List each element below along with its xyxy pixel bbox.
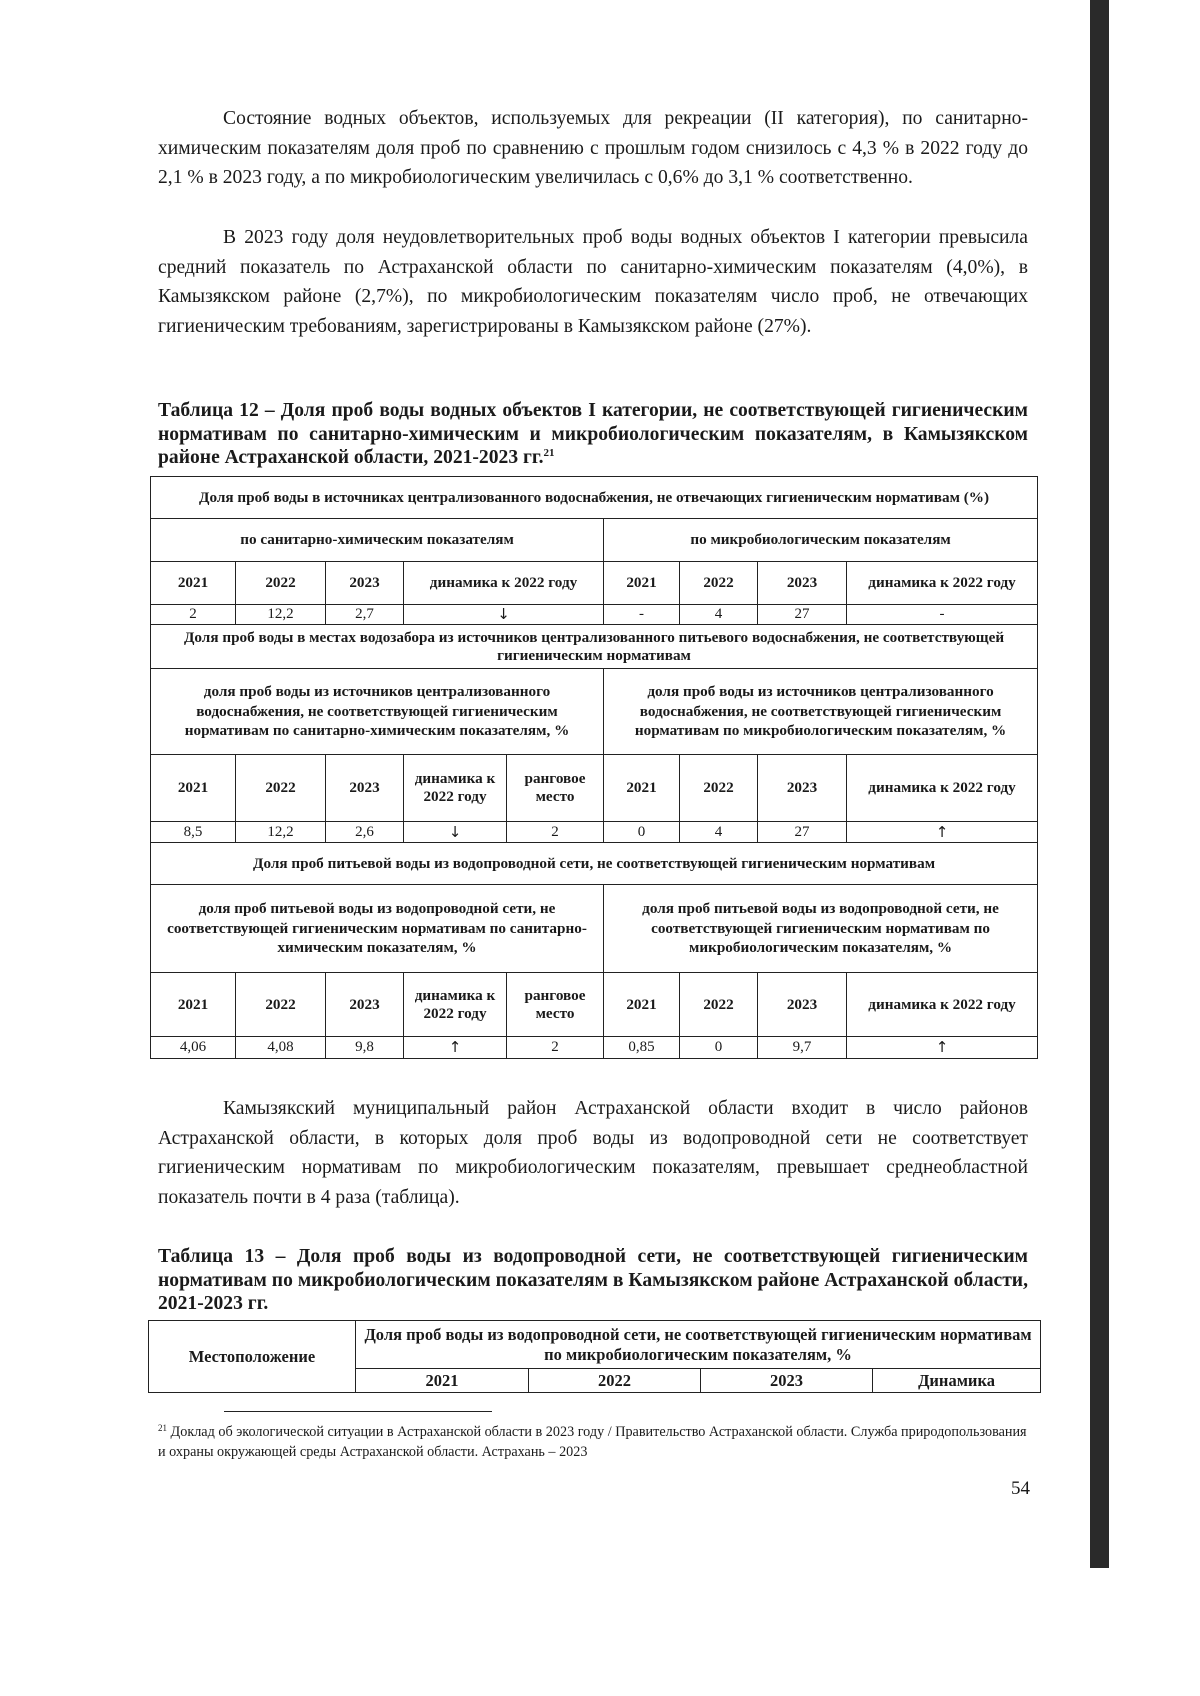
table-12-caption-text: Таблица 12 – Доля проб воды водных объектов I категории, не соответствующей гигиеническим нормативам по санитарно-химическим и микробиологическим показателям, в Камызякском районе Астраханской области, 2021-2023 гг. <box>158 400 1028 468</box>
col-rank: ранговое место <box>507 755 604 822</box>
footnote-reference: 21 <box>543 447 555 459</box>
footnote-mark: 21 <box>158 1423 167 1433</box>
arrow-up-icon: ↑ <box>847 1037 1038 1059</box>
col-2023: 2023 <box>758 973 847 1037</box>
section-2-chemical-header: доля проб воды из источников централизованного водоснабжения, не соответствующей гигиеническим нормативам по санитарно-химическим показателям, % <box>151 669 604 755</box>
col-2021: 2021 <box>151 562 236 605</box>
cell: 4,06 <box>151 1037 236 1059</box>
cell: 2 <box>507 822 604 843</box>
col-dynamics: Динамика <box>873 1369 1041 1393</box>
footnote <box>158 1423 1028 1462</box>
col-2023: 2023 <box>758 755 847 822</box>
col-2023: 2023 <box>701 1369 873 1393</box>
cell: 2 <box>507 1037 604 1059</box>
col-2022: 2022 <box>236 562 326 605</box>
cell: - <box>847 605 1038 625</box>
cell: 27 <box>758 605 847 625</box>
cell: 27 <box>758 822 847 843</box>
col-location: Местоположение <box>149 1321 356 1393</box>
col-2021: 2021 <box>604 755 680 822</box>
col-2023: 2023 <box>326 973 404 1037</box>
section-3-micro-header: доля проб питьевой воды из водопроводной сети, не соответствующей гигиеническим нормативам по микробиологическим показателям, % <box>604 885 1038 973</box>
col-dynamics: динамика к 2022 году <box>847 973 1038 1037</box>
footnote-text: Доклад об экологической ситуации в Астраханской области в 2023 году / Правительство Астраханской области. Служба природопользования и охраны окружающей среды Астраханской области. Астрахань – 2023 <box>158 1424 1027 1460</box>
col-dynamics: динамика к 2022 году <box>404 973 507 1037</box>
arrow-down-icon: ↓ <box>404 605 604 625</box>
page-number: 54 <box>1011 1478 1030 1499</box>
table-13 <box>148 1320 1041 1393</box>
cell: 4 <box>680 822 758 843</box>
table-13-caption: Таблица 13 – Доля проб воды из водопроводной сети, не соответствующей гигиеническим нормативам по микробиологическим показателям в Камызякском районе Астраханской области, 2021-2023 гг. <box>158 1246 1028 1314</box>
col-2021: 2021 <box>151 973 236 1037</box>
section-1-chemical-header: по санитарно-химическим показателям <box>151 519 604 562</box>
col-dynamics: динамика к 2022 году <box>847 755 1038 822</box>
cell: 2 <box>151 605 236 625</box>
cell: 12,2 <box>236 822 326 843</box>
section-3-title: Доля проб питьевой воды из водопроводной сети, не соответствующей гигиеническим нормативам <box>151 843 1038 885</box>
col-dynamics: динамика к 2022 году <box>404 755 507 822</box>
cell: 2,6 <box>326 822 404 843</box>
cell: 2,7 <box>326 605 404 625</box>
section-2-title: Доля проб воды в местах водозабора из источников централизованного питьевого водоснабжения, не соответствующей гигиеническим нормативам <box>151 625 1038 669</box>
table-row <box>151 1037 1038 1059</box>
section-3-chemical-header: доля проб питьевой воды из водопроводной сети, не соответствующей гигиеническим нормативам по санитарно-химическим показателям, % <box>151 885 604 973</box>
col-dynamics: динамика к 2022 году <box>404 562 604 605</box>
arrow-up-icon: ↑ <box>847 822 1038 843</box>
cell: 12,2 <box>236 605 326 625</box>
col-2023: 2023 <box>326 562 404 605</box>
cell: 8,5 <box>151 822 236 843</box>
footnote-divider <box>224 1411 492 1412</box>
cell: 9,7 <box>758 1037 847 1059</box>
page-edge-shadow <box>1090 0 1109 1568</box>
cell: - <box>604 605 680 625</box>
table-12 <box>150 476 1038 1059</box>
section-1-title: Доля проб воды в источниках централизованного водоснабжения, не отвечающих гигиеническим нормативам (%) <box>151 477 1038 519</box>
paragraph-kamyzyak-district: Камызякский муниципальный район Астраханской области входит в число районов Астраханской области, в которых доля проб воды из водопроводной сети не соответствует гигиеническим нормативам по микробиологическим показателям, превышает среднеобластной показатель почти в 4 раза (таблица). <box>158 1098 1028 1208</box>
table-row <box>151 605 1038 625</box>
cell: 0 <box>680 1037 758 1059</box>
arrow-up-icon: ↑ <box>404 1037 507 1059</box>
table-13-group-header: Доля проб воды из водопроводной сети, не соответствующей гигиеническим нормативам по микробиологическим показателям, % <box>356 1321 1041 1369</box>
col-2022: 2022 <box>680 562 758 605</box>
table-row <box>151 822 1038 843</box>
col-2023: 2023 <box>326 755 404 822</box>
col-2021: 2021 <box>151 755 236 822</box>
paragraph-recreation-water: Состояние водных объектов, используемых для рекреации (II категория), по санитарно-химическим показателям доля проб по сравнению с прошлым годом снизилось с 4,3 % в 2022 году до 2,1 % в 2023 году, а по микробиологическим увеличилась с 0,6% до 3,1 % соответственно. <box>158 108 1028 189</box>
col-2021: 2021 <box>356 1369 529 1393</box>
section-1-micro-header: по микробиологическим показателям <box>604 519 1038 562</box>
cell: 9,8 <box>326 1037 404 1059</box>
col-rank: ранговое место <box>507 973 604 1037</box>
paragraph-category-one-water: В 2023 году доля неудовлетворительных проб воды водных объектов I категории превысила средний показатель по Астраханской области по санитарно-химическим показателям (4,0%), в Камызякском районе (2,7%), по микробиологическим показателям число проб, не отвечающих гигиеническим требованиям, зарегистрированы в Камызякском районе (27%). <box>158 227 1028 337</box>
col-2022: 2022 <box>680 755 758 822</box>
col-2022: 2022 <box>236 973 326 1037</box>
cell: 4,08 <box>236 1037 326 1059</box>
col-2021: 2021 <box>604 562 680 605</box>
col-2022: 2022 <box>680 973 758 1037</box>
col-2022: 2022 <box>236 755 326 822</box>
arrow-down-icon: ↓ <box>404 822 507 843</box>
table-12-caption <box>158 399 1028 470</box>
col-2023: 2023 <box>758 562 847 605</box>
col-dynamics: динамика к 2022 году <box>847 562 1038 605</box>
col-2022: 2022 <box>529 1369 701 1393</box>
section-2-micro-header: доля проб воды из источников централизованного водоснабжения, не соответствующей гигиеническим нормативам по микробиологическим показателям, % <box>604 669 1038 755</box>
cell: 0,85 <box>604 1037 680 1059</box>
col-2021: 2021 <box>604 973 680 1037</box>
cell: 0 <box>604 822 680 843</box>
cell: 4 <box>680 605 758 625</box>
